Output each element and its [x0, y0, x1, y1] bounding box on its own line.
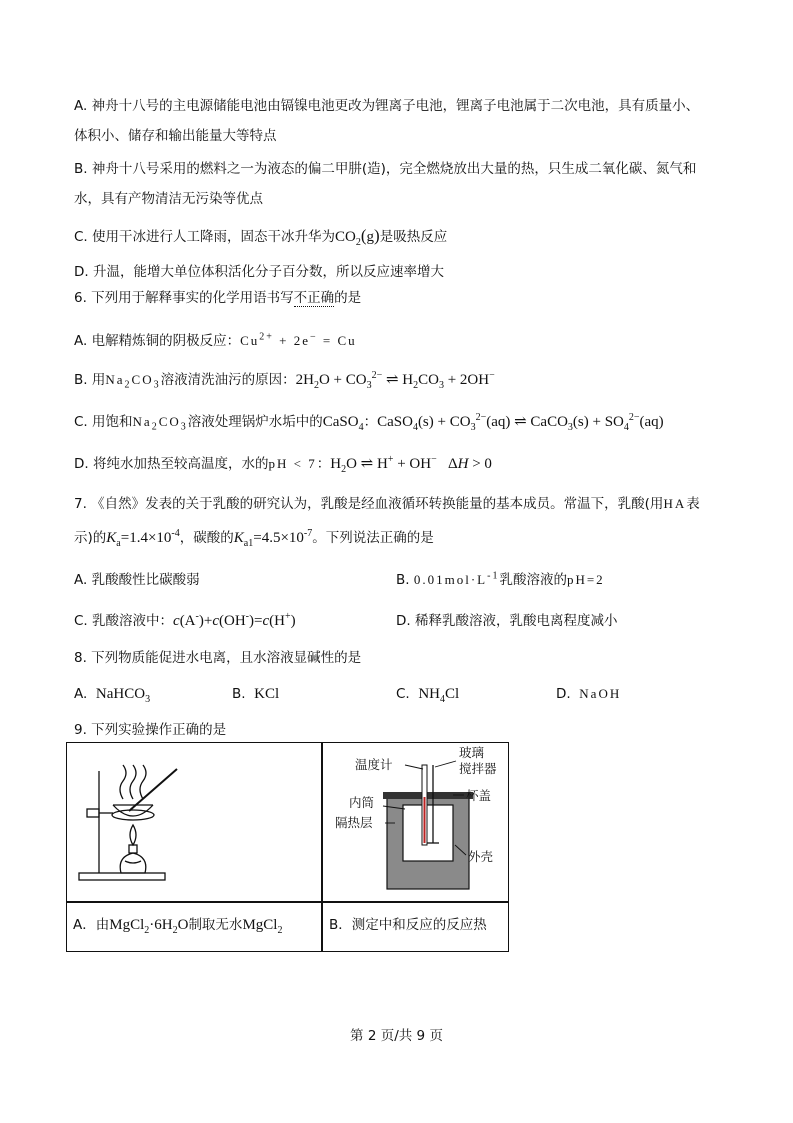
lactic-ka: $K_a=1.4\times 10^{-4}$: [106, 528, 180, 549]
mgcl2-formula: MgCl$_2$: [242, 917, 283, 936]
q9-option-a: [73, 913, 282, 934]
q8-option-d: [556, 684, 621, 704]
thermometer-label: 温度计: [355, 757, 393, 772]
steam-wisp: [130, 765, 136, 799]
q7-option-b: [396, 570, 605, 590]
inner-cup: [403, 805, 453, 861]
q5-option-c-text: C. 使用干冰进行人工降雨，固态干冰升华为: [74, 229, 336, 245]
q6-option-c-text2: 溶液处理锅炉水垢中的: [187, 414, 323, 430]
q8-option-a: [74, 684, 150, 704]
q9-option-b: B．测定中和反应的反应热: [329, 917, 487, 933]
q5-option-c-text2: 是吸热反应: [379, 229, 448, 245]
q6-option-c: C. 用饱和$Na_2CO_3$溶液处理锅炉水垢中的CaSO$_4$：CaSO$_4$(s) + $CO_3^{2-}(aq)$ ⇌ CaCO$_3$(s) + $SO_4^{2-}(aq)$: [74, 412, 664, 433]
q9-table: [66, 742, 509, 952]
calorimeter-diagram: [323, 745, 508, 899]
q6-option-a-text: A. 电解精炼铜的阴极反应：: [74, 333, 241, 349]
cup-lid: [383, 792, 473, 799]
q8-option-c-label: C.: [396, 686, 410, 702]
ph-eq-2: pH=2: [566, 572, 605, 587]
q8-option-b: [232, 684, 279, 704]
cathode-equation: $Cu^{2+} + 2e^- = Cu$: [240, 331, 357, 348]
kcl-formula: KCl: [254, 686, 280, 702]
q6-stem-text: 6. 下列用于解释事实的化学用语书写: [74, 290, 294, 306]
q7-stem-line1: [74, 494, 700, 514]
q5-option-b-line2: 水，具有产物清洁无污染等优点: [74, 191, 263, 207]
clamp: [87, 809, 99, 817]
charge-balance-expression: c: [173, 613, 180, 629]
shell-label: 外壳: [468, 849, 494, 864]
q6-stem-text2: 的是: [334, 290, 362, 306]
page-footer: 第 2 页/共 9 页: [350, 1028, 443, 1044]
q7-option-b-text: 乳酸溶液的: [499, 572, 567, 588]
heating-apparatus-diagram: [77, 761, 187, 886]
q6-option-b-text2: 溶液清洗油污的原因：: [160, 372, 296, 388]
q6-option-b: [74, 370, 495, 390]
steam-wisp: [140, 765, 146, 799]
ph-lt-7: pH < 7: [268, 456, 317, 471]
nahco3-formula: NaHCO$_3$: [95, 686, 151, 705]
steam-wisp: [120, 765, 126, 799]
q8-option-c: [396, 684, 459, 704]
conversion-equation: CaSO$_4$(s) + $CO_3^{2-}(aq)$ ⇌ CaCO$_3$(s) + $SO_4^{2-}(aq)$: [377, 412, 664, 433]
q7-option-b-label: B.: [396, 572, 410, 588]
mgcl2-hydrate-formula: $MgCl_2\cdot 6H_2O$: [109, 917, 189, 936]
q7-stem-text2: 表: [686, 496, 700, 512]
iron-ring: [112, 810, 154, 820]
q7-option-c: C. 乳酸溶液中：c(A-)+c(OH-)=c(H+): [74, 611, 296, 629]
q7-stem-text4: ，碳酸的: [179, 530, 234, 546]
q6-option-d: [74, 454, 492, 474]
q9-option-a-text2: 制取无水: [188, 917, 243, 933]
q6-option-d-text2: ：: [316, 456, 331, 472]
q5-option-b-line1: B. 神舟十八号采用的燃料之一为液态的偏二甲肼(造)，完全燃烧放出大量的热，只生成二氧化碳、氮气和: [74, 161, 697, 177]
q7-option-d: D. 稀释乳酸溶液，乳酸电离程度减小: [396, 613, 618, 629]
q9-option-a-text: A．由: [73, 917, 110, 933]
q8-option-a-label: A.: [74, 686, 88, 702]
q8-stem: 8. 下列物质能促进水电离，且水溶液显碱性的是: [74, 650, 362, 666]
nh4cl-formula: $NH_4Cl$: [418, 686, 460, 705]
hydrolysis-equation: $2H_2O + CO_3^{2-}$ ⇌ $H_2CO_3 + 2OH^-$: [295, 370, 495, 391]
q6-option-b-text: B. 用: [74, 372, 106, 388]
q9-stem: 9. 下列实验操作正确的是: [74, 722, 227, 738]
glass-label: 玻璃: [459, 745, 485, 760]
table-horizontal-divider: [67, 901, 508, 903]
co2-gas-formula: $CO_2(g)$: [335, 226, 380, 248]
q8-option-b-label: B.: [232, 686, 246, 702]
q6-option-c-text: C. 用饱和: [74, 414, 133, 430]
insulation-label: 隔热层: [335, 815, 373, 830]
inner-cup-label: 内筒: [349, 795, 375, 810]
naoh-formula: NaOH: [579, 686, 622, 701]
lid-label: 杯盖: [466, 788, 492, 803]
stand-base: [79, 873, 165, 880]
water-ionization-equation: $H_2O$ ⇌ H+ + OH− ΔH > 0: [330, 454, 492, 475]
q8-option-d-label: D.: [556, 686, 571, 702]
q5-option-a-line2: 体积小、储存和输出能量大等特点: [74, 128, 277, 144]
q6-stem: [74, 288, 361, 308]
flame: [130, 825, 136, 845]
ha-formula: HA: [663, 496, 687, 511]
q7-stem-text3: 示)的: [74, 530, 107, 546]
q7-stem-line2: [74, 528, 434, 548]
na2co3-formula-2: $Na_2CO_3$: [132, 414, 188, 433]
q5-option-d: D. 升温，能增大单位体积活化分子百分数，所以反应速率增大: [74, 264, 444, 280]
carbonic-ka1: $K_{a1}=4.5\times 10^{-7}$: [233, 528, 313, 549]
stirrer-label: 搅拌器: [459, 761, 497, 776]
q7-stem-text: 7. 《自然》发表的关于乳酸的研究认为，乳酸是经血液循环转换能量的基本成员。常温下，乳酸(用: [74, 496, 664, 512]
q6-stem-emphasis: 不正确: [293, 290, 335, 306]
q5-option-c: [74, 226, 447, 247]
na2co3-formula: $Na_2CO_3$: [105, 372, 161, 391]
q7-option-c-text: C. 乳酸溶液中：: [74, 613, 174, 629]
q6-option-a: [74, 331, 357, 351]
q5-option-a-line1: A. 神舟十八号的主电源储能电池由镉镍电池更改为锂离子电池，锂离子电池属于二次电池，具有质量小、: [74, 98, 700, 114]
q7-stem-text5: 。下列说法正确的是: [312, 530, 434, 546]
q7-option-a: A. 乳酸酸性比碳酸弱: [74, 572, 200, 588]
q6-option-d-text: D. 将纯水加热至较高温度，水的: [74, 456, 269, 472]
caso4-formula: CaSO$_4$: [322, 414, 364, 433]
concentration-value: $0.01mol\cdot L^{-1}$: [413, 570, 500, 587]
